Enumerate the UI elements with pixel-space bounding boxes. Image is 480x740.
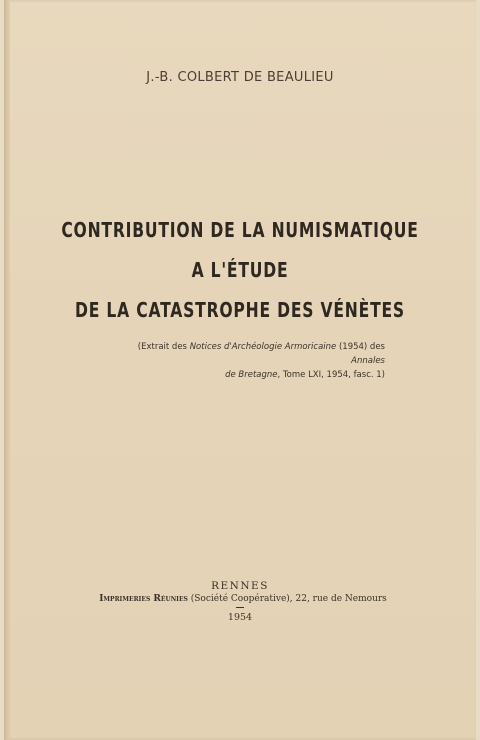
extract-text-1: (Extrait des	[137, 342, 190, 352]
title-line-1: CONTRIBUTION DE LA NUMISMATIQUE	[61, 218, 419, 242]
imprint-year: 1954	[227, 612, 253, 623]
printer-name: Imprimeries Réunies	[99, 594, 188, 604]
extract-annales: Annales	[351, 356, 385, 366]
imprint-printer	[0, 594, 480, 604]
extract-text-2: (1954) des	[336, 342, 385, 352]
extract-bretagne: de Bretagne	[225, 370, 278, 380]
title-line-2: A L'ÉTUDE	[191, 258, 289, 282]
extract-text-3: , Tome LXI, 1954, fasc. 1)	[277, 370, 385, 380]
page-left-edge	[4, 0, 10, 740]
extract-note	[110, 340, 385, 382]
title-line-3: DE LA CATASTROPHE DES VÉNÈTES	[75, 298, 405, 322]
imprint-divider	[236, 607, 244, 608]
author-name: J.-B. COLBERT DE BEAULIEU	[146, 70, 334, 85]
imprint-city: RENNES	[211, 580, 269, 592]
extract-journal-title: Notices d'Archéologie Armoricaine	[189, 342, 337, 352]
printer-address: (Société Coopérative), 22, rue de Nemours	[187, 594, 387, 604]
